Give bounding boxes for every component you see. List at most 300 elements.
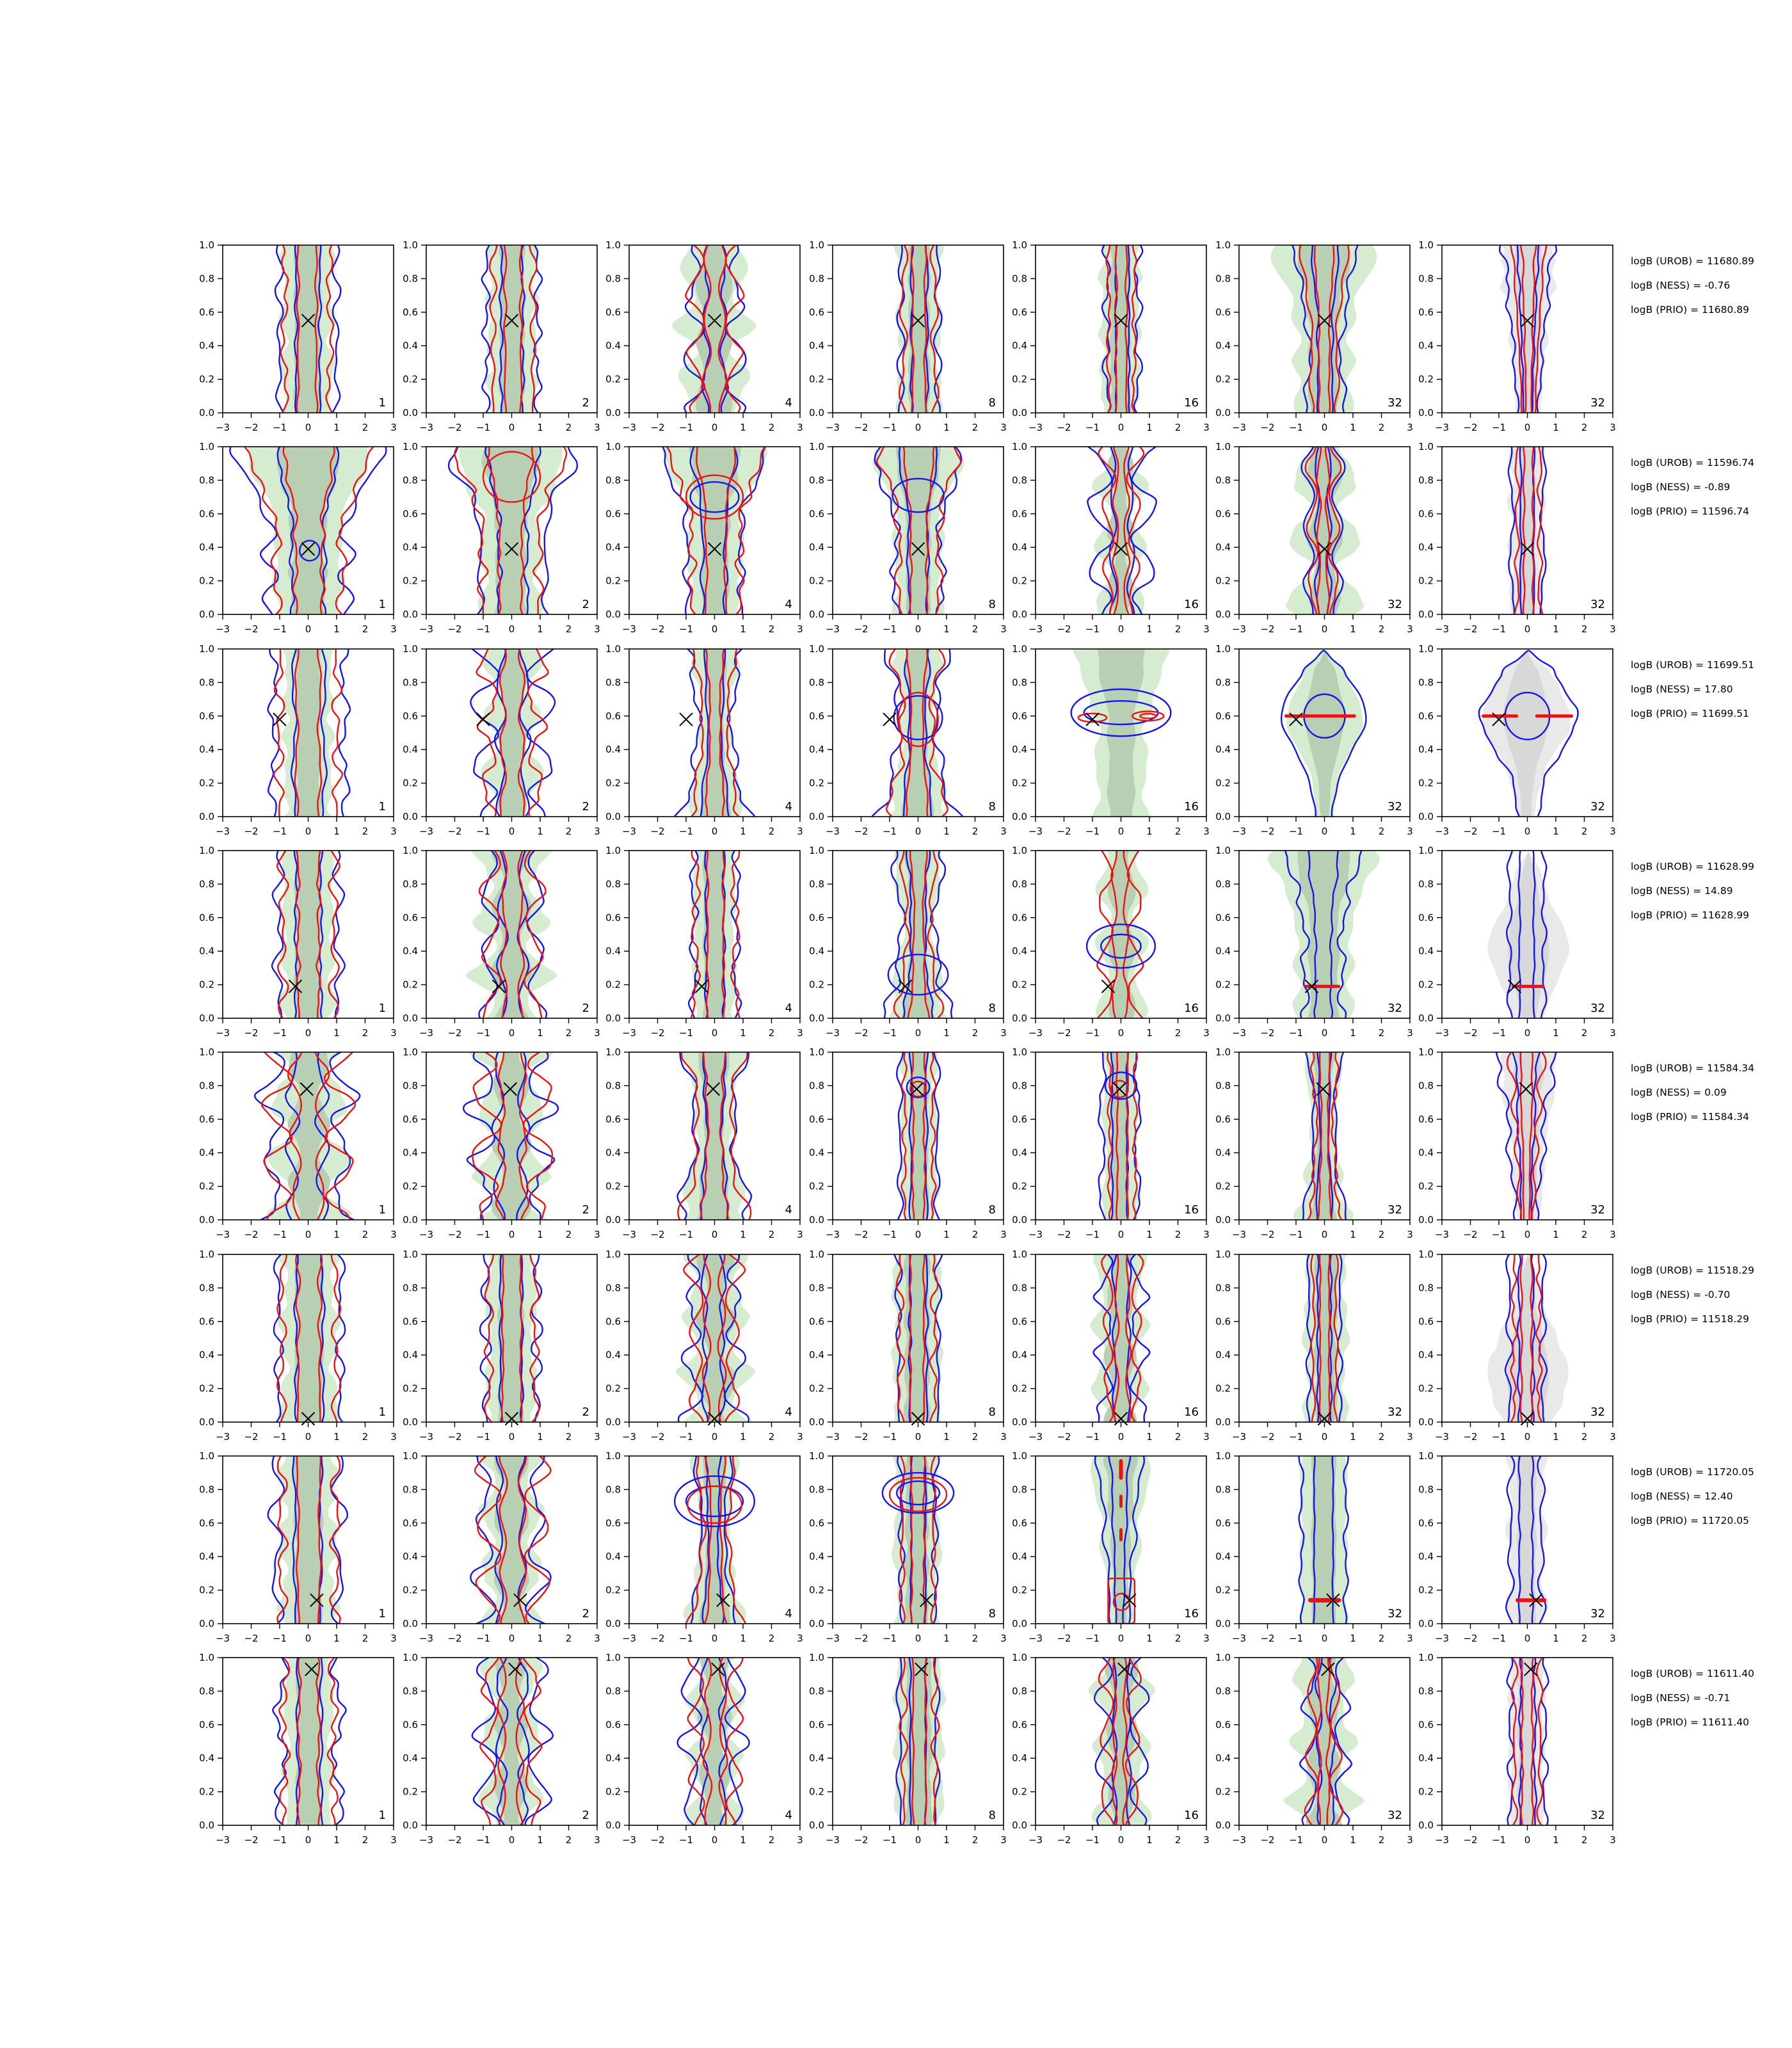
y-tick-label: 0.0 <box>808 609 824 621</box>
x-tick-label: 2 <box>768 422 775 433</box>
panel-factor-label: 32 <box>1590 1606 1605 1620</box>
x-tick-label: 3 <box>797 1027 803 1039</box>
x-tick-label: −1 <box>476 422 490 433</box>
x-tick-label: −2 <box>1260 1834 1275 1846</box>
y-tick-label: 0.8 <box>199 1281 214 1293</box>
x-tick-label: −3 <box>1231 422 1246 433</box>
x-tick-label: −1 <box>882 1027 897 1039</box>
panel-factor-label: 8 <box>988 1203 996 1217</box>
x-tick-label: −3 <box>1434 825 1450 837</box>
x-tick-label: 1 <box>333 825 340 837</box>
y-tick-label: 1.0 <box>605 1248 621 1260</box>
y-tick-label: 0.4 <box>605 743 621 755</box>
x-tick-label: 0 <box>508 1834 515 1846</box>
y-tick-label: 0.0 <box>402 609 418 621</box>
y-tick-label: 0.8 <box>1418 676 1434 688</box>
y-tick-label: 1.0 <box>605 1450 621 1462</box>
x-tick-label: −1 <box>882 623 897 636</box>
x-tick-label: −2 <box>1260 422 1275 433</box>
y-tick-label: 0.4 <box>402 1752 418 1764</box>
x-tick-label: 1 <box>740 1834 746 1846</box>
y-tick-label: 0.6 <box>402 306 418 318</box>
x-tick-label: 0 <box>1524 1834 1531 1846</box>
y-tick-label: 1.0 <box>1012 239 1027 251</box>
x-tick-label: −3 <box>1028 1430 1043 1443</box>
x-tick-label: 3 <box>1000 1027 1007 1039</box>
x-tick-label: −1 <box>1288 1834 1303 1846</box>
x-tick-label: 1 <box>536 1834 543 1846</box>
panel-factor-label: 32 <box>1590 799 1605 813</box>
panel-factor-label: 32 <box>1387 1001 1402 1015</box>
y-tick-label: 0.0 <box>808 1214 824 1226</box>
y-tick-label: 1.0 <box>808 1450 824 1462</box>
y-tick-label: 0.2 <box>1215 1382 1231 1395</box>
x-tick-label: −2 <box>853 422 868 433</box>
y-tick-label: 0.8 <box>402 1685 418 1697</box>
y-tick-label: 0.8 <box>808 474 824 486</box>
y-tick-label: 0.6 <box>402 1315 418 1327</box>
x-tick-label: 2 <box>768 623 775 636</box>
x-tick-label: 0 <box>1321 1027 1327 1039</box>
x-tick-label: −3 <box>1434 1430 1450 1443</box>
y-tick-label: 0.6 <box>605 306 621 318</box>
panel-factor-label: 8 <box>988 1606 996 1620</box>
x-tick-label: −3 <box>621 1027 637 1039</box>
y-tick-label: 0.4 <box>605 945 621 957</box>
y-tick-label: 0.2 <box>605 1584 621 1596</box>
y-tick-label: 1.0 <box>199 844 214 856</box>
x-tick-label: −2 <box>650 1632 665 1644</box>
y-tick-label: 0.6 <box>605 1718 621 1731</box>
x-tick-label: −2 <box>1057 1027 1071 1039</box>
y-tick-label: 0.8 <box>808 273 824 285</box>
y-tick-label: 0.8 <box>605 273 621 285</box>
x-tick-label: −1 <box>678 825 694 837</box>
x-tick-label: −2 <box>1057 825 1071 837</box>
x-tick-label: −3 <box>419 1834 433 1846</box>
subplot-r5c1 <box>186 1044 406 1252</box>
subplot-r2c6 <box>1202 439 1423 647</box>
y-tick-label: 1.0 <box>1012 441 1027 453</box>
y-tick-label: 0.0 <box>1012 1012 1027 1024</box>
x-tick-label: 2 <box>1378 1229 1384 1241</box>
y-tick-label: 1.0 <box>402 1652 418 1664</box>
y-tick-label: 0.2 <box>199 1584 214 1596</box>
x-tick-label: 0 <box>508 825 515 837</box>
y-tick-label: 1.0 <box>808 1046 824 1059</box>
x-tick-label: 0 <box>915 825 921 837</box>
y-tick-label: 0.4 <box>402 340 418 352</box>
x-tick-label: −3 <box>825 1229 840 1241</box>
x-tick-label: −3 <box>1231 1430 1246 1443</box>
panel-factor-label: 16 <box>1184 1809 1199 1823</box>
x-tick-label: 0 <box>1524 1632 1531 1644</box>
x-tick-label: 0 <box>1321 1430 1327 1443</box>
x-tick-label: 1 <box>536 825 543 837</box>
x-tick-label: 2 <box>362 1632 369 1644</box>
x-tick-label: 2 <box>362 1834 369 1846</box>
subplot-r3c5 <box>998 641 1219 849</box>
x-tick-label: 1 <box>1349 422 1356 433</box>
x-tick-label: −1 <box>1491 825 1507 837</box>
y-tick-label: 0.6 <box>199 306 214 318</box>
subplot-r8c2 <box>389 1650 610 1858</box>
y-tick-label: 0.2 <box>605 979 621 991</box>
x-tick-label: 3 <box>1406 422 1413 433</box>
x-tick-label: −2 <box>853 623 868 636</box>
x-tick-label: −2 <box>1260 1229 1275 1241</box>
y-tick-label: 1.0 <box>1012 1248 1027 1260</box>
x-tick-label: 2 <box>362 1229 369 1241</box>
panel-factor-label: 2 <box>582 396 589 410</box>
x-tick-label: 3 <box>797 623 803 636</box>
y-tick-label: 0.8 <box>402 474 418 486</box>
x-tick-label: 3 <box>1406 623 1413 636</box>
x-tick-label: 2 <box>1581 1430 1588 1443</box>
y-tick-label: 0.2 <box>1418 373 1434 385</box>
x-tick-label: −3 <box>215 422 230 433</box>
x-tick-label: 1 <box>536 623 543 636</box>
y-tick-label: 0.2 <box>402 1382 418 1395</box>
y-tick-label: 0.8 <box>402 1484 418 1496</box>
x-tick-label: 2 <box>565 623 572 636</box>
x-tick-label: 0 <box>711 1430 718 1443</box>
y-tick-label: 0.0 <box>605 407 621 419</box>
y-tick-label: 0.2 <box>1418 979 1434 991</box>
x-tick-label: 0 <box>508 1229 515 1241</box>
x-tick-label: −1 <box>272 623 287 636</box>
x-tick-label: −1 <box>1491 422 1507 433</box>
y-tick-label: 0.0 <box>402 1617 418 1629</box>
x-tick-label: 0 <box>711 1229 718 1241</box>
panel-factor-label: 8 <box>988 598 996 612</box>
x-tick-label: −3 <box>419 623 433 636</box>
y-tick-label: 0.0 <box>808 1820 824 1832</box>
logB-annotation-line: logB (UROB) = 11720.05 <box>1631 1466 1755 1478</box>
y-tick-label: 0.0 <box>1012 609 1027 621</box>
x-tick-label: 3 <box>1000 1632 1007 1644</box>
x-tick-label: −1 <box>1491 1027 1507 1039</box>
subplot-r3c3 <box>592 641 813 849</box>
x-tick-label: 0 <box>1321 1834 1327 1846</box>
panel-factor-label: 4 <box>785 1405 792 1419</box>
y-tick-label: 0.4 <box>1215 1147 1231 1159</box>
x-tick-label: −1 <box>678 1229 694 1241</box>
x-tick-label: −1 <box>1085 825 1100 837</box>
x-tick-label: −1 <box>272 825 287 837</box>
y-tick-label: 0.4 <box>402 1147 418 1159</box>
y-tick-label: 0.6 <box>605 710 621 722</box>
y-tick-label: 0.6 <box>605 1113 621 1125</box>
y-tick-label: 0.0 <box>1215 810 1231 822</box>
x-tick-label: 1 <box>740 1229 746 1241</box>
y-tick-label: 0.2 <box>1418 575 1434 587</box>
y-tick-label: 0.2 <box>808 1584 824 1596</box>
x-tick-label: −2 <box>853 1027 868 1039</box>
x-tick-label: 3 <box>1406 1229 1413 1241</box>
x-tick-label: 1 <box>943 1229 950 1241</box>
x-tick-label: 2 <box>972 422 978 433</box>
y-tick-label: 0.2 <box>605 373 621 385</box>
x-tick-label: 1 <box>536 1430 543 1443</box>
y-tick-label: 0.2 <box>199 373 214 385</box>
x-tick-label: 3 <box>390 1430 397 1443</box>
x-tick-label: −2 <box>1260 1430 1275 1443</box>
x-tick-label: −2 <box>244 1229 259 1241</box>
x-tick-label: −1 <box>1288 623 1303 636</box>
y-tick-label: 1.0 <box>402 1046 418 1059</box>
y-tick-label: 0.8 <box>1012 1281 1027 1293</box>
y-tick-label: 0.6 <box>199 508 214 520</box>
panel-factor-label: 4 <box>785 1809 792 1823</box>
x-tick-label: −2 <box>853 1430 868 1443</box>
y-tick-label: 0.4 <box>1418 1550 1434 1562</box>
y-tick-label: 0.8 <box>1215 1685 1231 1697</box>
y-tick-label: 1.0 <box>1215 441 1231 453</box>
panel-factor-label: 8 <box>988 1001 996 1015</box>
y-tick-label: 0.4 <box>1418 945 1434 957</box>
y-tick-label: 0.4 <box>1215 340 1231 352</box>
y-tick-label: 0.0 <box>1418 407 1434 419</box>
y-tick-label: 0.2 <box>1418 1180 1434 1192</box>
x-tick-label: 0 <box>508 1632 515 1644</box>
x-tick-label: 1 <box>1349 623 1356 636</box>
x-tick-label: −3 <box>215 1430 230 1443</box>
x-tick-label: −2 <box>244 1027 259 1039</box>
y-tick-label: 0.6 <box>808 306 824 318</box>
x-tick-label: −2 <box>447 623 462 636</box>
x-tick-label: 2 <box>768 1632 775 1644</box>
y-tick-label: 0.8 <box>605 878 621 890</box>
x-tick-label: 2 <box>565 825 572 837</box>
x-tick-label: 2 <box>1174 1834 1181 1846</box>
panel-factor-label: 32 <box>1387 1405 1402 1419</box>
x-tick-label: 3 <box>1406 1834 1413 1846</box>
subplot-r2c3 <box>592 439 813 647</box>
x-tick-label: −2 <box>1057 623 1071 636</box>
x-tick-label: −2 <box>1260 623 1275 636</box>
y-tick-label: 0.0 <box>402 1012 418 1024</box>
y-tick-label: 0.8 <box>402 1080 418 1092</box>
x-tick-label: −1 <box>272 1834 287 1846</box>
y-tick-label: 0.0 <box>605 810 621 822</box>
x-tick-label: 1 <box>943 1632 950 1644</box>
x-tick-label: −2 <box>244 1632 259 1644</box>
y-tick-label: 0.2 <box>808 979 824 991</box>
x-tick-label: −1 <box>1491 1430 1507 1443</box>
y-tick-label: 0.0 <box>605 1416 621 1428</box>
y-tick-label: 0.4 <box>199 340 214 352</box>
y-tick-label: 0.2 <box>605 575 621 587</box>
x-tick-label: 0 <box>508 1027 515 1039</box>
x-tick-label: 2 <box>362 1027 369 1039</box>
panel-factor-label: 16 <box>1184 1001 1199 1015</box>
y-tick-label: 0.4 <box>1418 743 1434 755</box>
y-tick-label: 0.8 <box>808 1080 824 1092</box>
subplot-r2c7 <box>1405 439 1626 647</box>
x-tick-label: −1 <box>882 1834 897 1846</box>
x-tick-label: −3 <box>215 1834 230 1846</box>
y-tick-label: 0.2 <box>402 1786 418 1798</box>
x-tick-label: 2 <box>1174 1229 1181 1241</box>
logB-annotation-line: logB (UROB) = 11628.99 <box>1631 860 1755 872</box>
y-tick-label: 0.6 <box>1418 306 1434 318</box>
x-tick-label: −3 <box>1231 1229 1246 1241</box>
x-tick-label: 1 <box>943 623 950 636</box>
x-tick-label: −2 <box>853 1229 868 1241</box>
x-tick-label: 1 <box>1146 1834 1153 1846</box>
panel-factor-label: 1 <box>378 396 386 410</box>
subplot-r4c6 <box>1202 843 1423 1051</box>
x-tick-label: 2 <box>1581 825 1588 837</box>
logB-annotation-line: logB (NESS) = -0.76 <box>1631 280 1731 291</box>
x-tick-label: −2 <box>447 1834 462 1846</box>
subplot-r2c1 <box>186 439 406 647</box>
y-tick-label: 0.8 <box>402 273 418 285</box>
y-tick-label: 0.2 <box>199 979 214 991</box>
x-tick-label: 3 <box>1000 825 1007 837</box>
x-tick-label: −2 <box>447 1430 462 1443</box>
x-tick-label: 1 <box>1349 1834 1356 1846</box>
x-tick-label: −1 <box>678 1430 694 1443</box>
y-tick-label: 0.8 <box>1215 1281 1231 1293</box>
y-tick-label: 0.6 <box>199 1315 214 1327</box>
x-tick-label: −1 <box>476 1430 490 1443</box>
logB-annotation-line: logB (NESS) = -0.89 <box>1631 481 1731 493</box>
y-tick-label: 1.0 <box>808 1652 824 1664</box>
x-tick-label: 1 <box>1146 825 1153 837</box>
x-tick-label: 2 <box>972 1632 978 1644</box>
x-tick-label: 0 <box>711 422 718 433</box>
x-tick-label: 1 <box>333 1027 340 1039</box>
panel-factor-label: 32 <box>1387 1606 1402 1620</box>
x-tick-label: −2 <box>1057 1430 1071 1443</box>
panel-factor-label: 16 <box>1184 598 1199 612</box>
x-tick-label: −2 <box>447 1027 462 1039</box>
subplot-r7c6 <box>1202 1448 1423 1656</box>
x-tick-label: 1 <box>333 1229 340 1241</box>
x-tick-label: 1 <box>1349 1632 1356 1644</box>
y-tick-label: 0.8 <box>1418 273 1434 285</box>
y-tick-label: 0.4 <box>808 541 824 554</box>
y-tick-label: 1.0 <box>1418 239 1434 251</box>
x-tick-label: −1 <box>272 1229 287 1241</box>
y-tick-label: 1.0 <box>1418 844 1434 856</box>
y-tick-label: 0.8 <box>605 1685 621 1697</box>
y-tick-label: 0.2 <box>1418 1382 1434 1395</box>
y-tick-label: 0.0 <box>402 810 418 822</box>
x-tick-label: 1 <box>740 422 746 433</box>
x-tick-label: −3 <box>825 1834 840 1846</box>
x-tick-label: 0 <box>1117 623 1124 636</box>
y-tick-label: 0.4 <box>402 945 418 957</box>
x-tick-label: 1 <box>1553 825 1559 837</box>
x-tick-label: −2 <box>1057 1229 1071 1241</box>
y-tick-label: 0.2 <box>1215 373 1231 385</box>
x-tick-label: −1 <box>476 623 490 636</box>
y-tick-label: 0.0 <box>605 609 621 621</box>
y-tick-label: 0.4 <box>402 1550 418 1562</box>
y-tick-label: 0.8 <box>1012 474 1027 486</box>
x-tick-label: −3 <box>1028 623 1043 636</box>
x-tick-label: 2 <box>1378 825 1384 837</box>
logB-annotation-line: logB (UROB) = 11596.74 <box>1631 457 1755 469</box>
x-tick-label: −1 <box>1085 1834 1100 1846</box>
logB-annotation-line: logB (PRIO) = 11699.51 <box>1631 707 1749 719</box>
y-tick-label: 1.0 <box>808 441 824 453</box>
y-tick-label: 0.2 <box>808 1180 824 1192</box>
x-tick-label: 0 <box>305 1027 312 1039</box>
logB-annotation-line: logB (PRIO) = 11680.89 <box>1631 304 1749 316</box>
x-tick-label: 2 <box>362 422 369 433</box>
x-tick-label: −3 <box>825 422 840 433</box>
logB-annotation-line: logB (NESS) = -0.70 <box>1631 1288 1731 1300</box>
y-tick-label: 0.0 <box>1418 1012 1434 1024</box>
y-tick-label: 0.2 <box>1012 1584 1027 1596</box>
panel-factor-label: 1 <box>378 598 386 612</box>
y-tick-label: 0.6 <box>605 1517 621 1529</box>
subplot-r8c5 <box>998 1650 1219 1858</box>
y-tick-label: 0.2 <box>402 777 418 789</box>
subplot-r7c4 <box>796 1448 1016 1656</box>
x-tick-label: 0 <box>1524 1229 1531 1241</box>
x-tick-label: −1 <box>1288 1027 1303 1039</box>
y-tick-label: 0.8 <box>605 676 621 688</box>
x-tick-label: −3 <box>621 422 637 433</box>
x-tick-label: −3 <box>1028 1229 1043 1241</box>
panel-factor-label: 16 <box>1184 396 1199 410</box>
x-tick-label: −1 <box>678 422 694 433</box>
y-tick-label: 1.0 <box>1418 1046 1434 1059</box>
x-tick-label: 0 <box>1524 623 1531 636</box>
logB-annotation-line: logB (UROB) = 11584.34 <box>1631 1062 1755 1075</box>
y-tick-label: 0.6 <box>1418 508 1434 520</box>
x-tick-label: −1 <box>882 825 897 837</box>
y-tick-label: 0.0 <box>199 1416 214 1428</box>
x-tick-label: 3 <box>1406 1430 1413 1443</box>
x-tick-label: 1 <box>536 422 543 433</box>
x-tick-label: −2 <box>650 623 665 636</box>
x-tick-label: −2 <box>650 825 665 837</box>
x-tick-label: −2 <box>1260 1632 1275 1644</box>
x-tick-label: 3 <box>797 825 803 837</box>
y-tick-label: 0.0 <box>199 1214 214 1226</box>
y-tick-label: 0.6 <box>1215 911 1231 924</box>
y-tick-label: 0.0 <box>402 1820 418 1832</box>
x-tick-label: 3 <box>390 1229 397 1241</box>
panel-factor-label: 16 <box>1184 1405 1199 1419</box>
y-tick-label: 0.6 <box>1012 1113 1027 1125</box>
y-tick-label: 0.8 <box>1418 474 1434 486</box>
y-tick-label: 0.6 <box>1418 710 1434 722</box>
y-tick-label: 0.2 <box>199 1180 214 1192</box>
subplot-r8c4 <box>796 1650 1016 1858</box>
x-tick-label: −3 <box>419 1027 433 1039</box>
y-tick-label: 1.0 <box>199 1652 214 1664</box>
x-tick-label: 1 <box>1349 1229 1356 1241</box>
subplot-r1c1 <box>186 237 406 445</box>
x-tick-label: −3 <box>1231 825 1246 837</box>
y-tick-label: 0.4 <box>199 945 214 957</box>
subplot-r7c3 <box>592 1448 813 1656</box>
y-tick-label: 0.0 <box>808 1012 824 1024</box>
logB-annotation-line: logB (NESS) = 0.09 <box>1631 1087 1727 1099</box>
subplot-r5c4 <box>796 1044 1016 1252</box>
x-tick-label: −1 <box>476 1027 490 1039</box>
y-tick-label: 0.4 <box>605 1550 621 1562</box>
y-tick-label: 0.6 <box>808 508 824 520</box>
y-tick-label: 0.4 <box>402 541 418 554</box>
